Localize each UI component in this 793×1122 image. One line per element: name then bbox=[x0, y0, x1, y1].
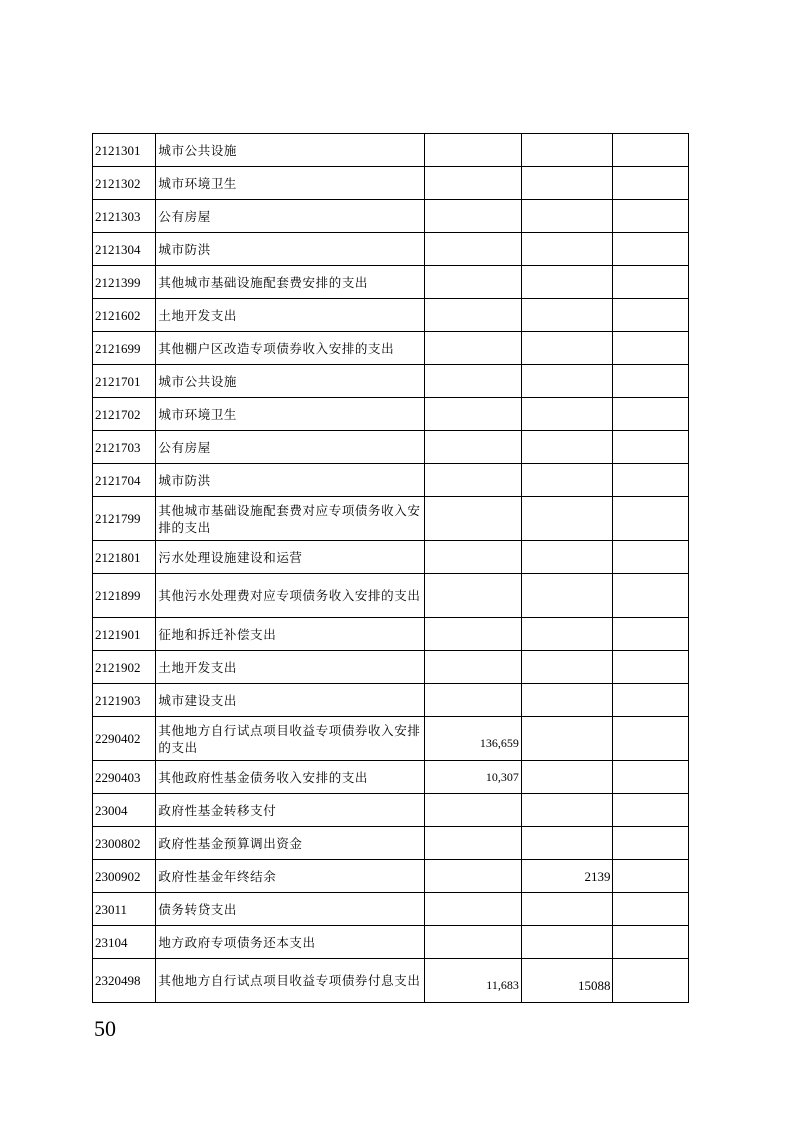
row-code: 2121602 bbox=[93, 299, 156, 332]
table-row bbox=[93, 717, 689, 761]
row-code: 2121704 bbox=[93, 464, 156, 497]
row-name: 城市环境卫生 bbox=[156, 167, 425, 200]
row-value-1 bbox=[425, 398, 522, 431]
row-value-2 bbox=[521, 651, 613, 684]
row-value-2 bbox=[521, 684, 613, 717]
row-name: 政府性基金预算调出资金 bbox=[156, 827, 425, 860]
row-code: 2121901 bbox=[93, 618, 156, 651]
row-value-2 bbox=[521, 299, 613, 332]
row-value-2 bbox=[521, 398, 613, 431]
row-value-1 bbox=[425, 860, 522, 893]
row-value-2 bbox=[521, 365, 613, 398]
row-value-1 bbox=[425, 464, 522, 497]
row-code: 2121903 bbox=[93, 684, 156, 717]
row-value-1 bbox=[425, 200, 522, 233]
row-name: 土地开发支出 bbox=[156, 651, 425, 684]
row-value-3 bbox=[613, 618, 689, 651]
row-name: 其他棚户区改造专项债券收入安排的支出 bbox=[156, 332, 425, 365]
row-value-3 bbox=[613, 464, 689, 497]
row-value-2 bbox=[521, 134, 613, 167]
row-value-1 bbox=[425, 651, 522, 684]
row-value-1 bbox=[425, 618, 522, 651]
row-value-1: 11,683 bbox=[425, 959, 522, 1003]
table-row bbox=[93, 134, 689, 167]
table-row bbox=[93, 332, 689, 365]
row-name: 其他城市基础设施配套费安排的支出 bbox=[156, 266, 425, 299]
row-value-2 bbox=[521, 497, 613, 541]
row-code: 2121801 bbox=[93, 541, 156, 574]
row-value-1 bbox=[425, 233, 522, 266]
row-code: 2121399 bbox=[93, 266, 156, 299]
row-value-2 bbox=[521, 167, 613, 200]
row-name: 城市防洪 bbox=[156, 233, 425, 266]
row-value-3 bbox=[613, 233, 689, 266]
budget-table bbox=[92, 133, 689, 1003]
table-row bbox=[93, 541, 689, 574]
row-value-2 bbox=[521, 827, 613, 860]
row-value-1 bbox=[425, 134, 522, 167]
row-name: 其他污水处理费对应专项债务收入安排的支出 bbox=[156, 574, 425, 618]
row-code: 2300802 bbox=[93, 827, 156, 860]
row-value-1 bbox=[425, 431, 522, 464]
row-name: 政府性基金转移支付 bbox=[156, 794, 425, 827]
row-value-1 bbox=[425, 365, 522, 398]
row-value-3 bbox=[613, 794, 689, 827]
table-row bbox=[93, 233, 689, 266]
row-value-1 bbox=[425, 926, 522, 959]
row-value-1 bbox=[425, 541, 522, 574]
row-value-1 bbox=[425, 827, 522, 860]
table-row bbox=[93, 761, 689, 794]
row-value-3 bbox=[613, 893, 689, 926]
row-code: 2320498 bbox=[93, 959, 156, 1003]
row-value-2: 15088 bbox=[521, 959, 613, 1003]
row-code: 2121703 bbox=[93, 431, 156, 464]
row-value-2 bbox=[521, 431, 613, 464]
row-value-3 bbox=[613, 959, 689, 1003]
table-row bbox=[93, 860, 689, 893]
row-name: 土地开发支出 bbox=[156, 299, 425, 332]
table-row bbox=[93, 398, 689, 431]
row-name: 城市公共设施 bbox=[156, 365, 425, 398]
row-name: 公有房屋 bbox=[156, 200, 425, 233]
row-value-2 bbox=[521, 266, 613, 299]
row-name: 地方政府专项债务还本支出 bbox=[156, 926, 425, 959]
row-code: 23004 bbox=[93, 794, 156, 827]
row-value-2 bbox=[521, 541, 613, 574]
row-value-2 bbox=[521, 332, 613, 365]
row-value-2 bbox=[521, 717, 613, 761]
row-value-3 bbox=[613, 167, 689, 200]
row-name: 其他城市基础设施配套费对应专项债务收入安排的支出 bbox=[156, 497, 425, 541]
row-code: 2121303 bbox=[93, 200, 156, 233]
row-name: 城市公共设施 bbox=[156, 134, 425, 167]
row-name: 债务转贷支出 bbox=[156, 893, 425, 926]
row-code: 2121304 bbox=[93, 233, 156, 266]
row-value-2 bbox=[521, 618, 613, 651]
row-value-3 bbox=[613, 332, 689, 365]
row-value-3 bbox=[613, 651, 689, 684]
table-row bbox=[93, 497, 689, 541]
table-row bbox=[93, 431, 689, 464]
table-row bbox=[93, 464, 689, 497]
table-row bbox=[93, 167, 689, 200]
row-value-3 bbox=[613, 684, 689, 717]
row-value-3 bbox=[613, 926, 689, 959]
row-value-2: 2139 bbox=[521, 860, 613, 893]
table-row bbox=[93, 684, 689, 717]
row-code: 2121302 bbox=[93, 167, 156, 200]
row-name: 其他政府性基金债务收入安排的支出 bbox=[156, 761, 425, 794]
row-code: 2121702 bbox=[93, 398, 156, 431]
table-row bbox=[93, 299, 689, 332]
table-row bbox=[93, 618, 689, 651]
row-code: 2121301 bbox=[93, 134, 156, 167]
row-value-3 bbox=[613, 365, 689, 398]
row-value-3 bbox=[613, 497, 689, 541]
row-value-1 bbox=[425, 497, 522, 541]
row-value-2 bbox=[521, 761, 613, 794]
row-value-1 bbox=[425, 893, 522, 926]
row-value-1 bbox=[425, 332, 522, 365]
row-code: 2290403 bbox=[93, 761, 156, 794]
page-number: 50 bbox=[94, 1016, 116, 1041]
row-value-1 bbox=[425, 684, 522, 717]
row-value-3 bbox=[613, 860, 689, 893]
row-value-3 bbox=[613, 431, 689, 464]
table-row bbox=[93, 266, 689, 299]
table-row bbox=[93, 959, 689, 1003]
row-code: 23104 bbox=[93, 926, 156, 959]
row-code: 23011 bbox=[93, 893, 156, 926]
row-code: 2121699 bbox=[93, 332, 156, 365]
row-value-1 bbox=[425, 167, 522, 200]
table-row bbox=[93, 926, 689, 959]
row-value-1 bbox=[425, 794, 522, 827]
row-value-1: 136,659 bbox=[425, 717, 522, 761]
row-value-1 bbox=[425, 266, 522, 299]
row-value-3 bbox=[613, 398, 689, 431]
row-value-1: 10,307 bbox=[425, 761, 522, 794]
row-name: 城市建设支出 bbox=[156, 684, 425, 717]
row-value-2 bbox=[521, 794, 613, 827]
row-code: 2300902 bbox=[93, 860, 156, 893]
row-name: 征地和拆迁补偿支出 bbox=[156, 618, 425, 651]
row-value-2 bbox=[521, 200, 613, 233]
table-row bbox=[93, 365, 689, 398]
row-name: 其他地方自行试点项目收益专项债券收入安排的支出 bbox=[156, 717, 425, 761]
row-value-2 bbox=[521, 893, 613, 926]
table-row bbox=[93, 827, 689, 860]
table-row bbox=[93, 651, 689, 684]
row-value-2 bbox=[521, 233, 613, 266]
table-row bbox=[93, 200, 689, 233]
table-row bbox=[93, 574, 689, 618]
row-value-3 bbox=[613, 299, 689, 332]
row-value-2 bbox=[521, 464, 613, 497]
row-value-3 bbox=[613, 717, 689, 761]
row-name: 公有房屋 bbox=[156, 431, 425, 464]
row-value-1 bbox=[425, 299, 522, 332]
row-code: 2290402 bbox=[93, 717, 156, 761]
row-code: 2121899 bbox=[93, 574, 156, 618]
row-value-3 bbox=[613, 761, 689, 794]
row-value-3 bbox=[613, 134, 689, 167]
row-value-2 bbox=[521, 574, 613, 618]
row-name: 城市防洪 bbox=[156, 464, 425, 497]
row-value-3 bbox=[613, 541, 689, 574]
row-name: 污水处理设施建设和运营 bbox=[156, 541, 425, 574]
table-row bbox=[93, 794, 689, 827]
row-code: 2121701 bbox=[93, 365, 156, 398]
row-value-3 bbox=[613, 266, 689, 299]
row-code: 2121902 bbox=[93, 651, 156, 684]
row-value-3 bbox=[613, 574, 689, 618]
table-row bbox=[93, 893, 689, 926]
row-value-3 bbox=[613, 200, 689, 233]
row-name: 政府性基金年终结余 bbox=[156, 860, 425, 893]
row-code: 2121799 bbox=[93, 497, 156, 541]
row-value-3 bbox=[613, 827, 689, 860]
row-name: 城市环境卫生 bbox=[156, 398, 425, 431]
row-name: 其他地方自行试点项目收益专项债券付息支出 bbox=[156, 959, 425, 1003]
row-value-2 bbox=[521, 926, 613, 959]
row-value-1 bbox=[425, 574, 522, 618]
